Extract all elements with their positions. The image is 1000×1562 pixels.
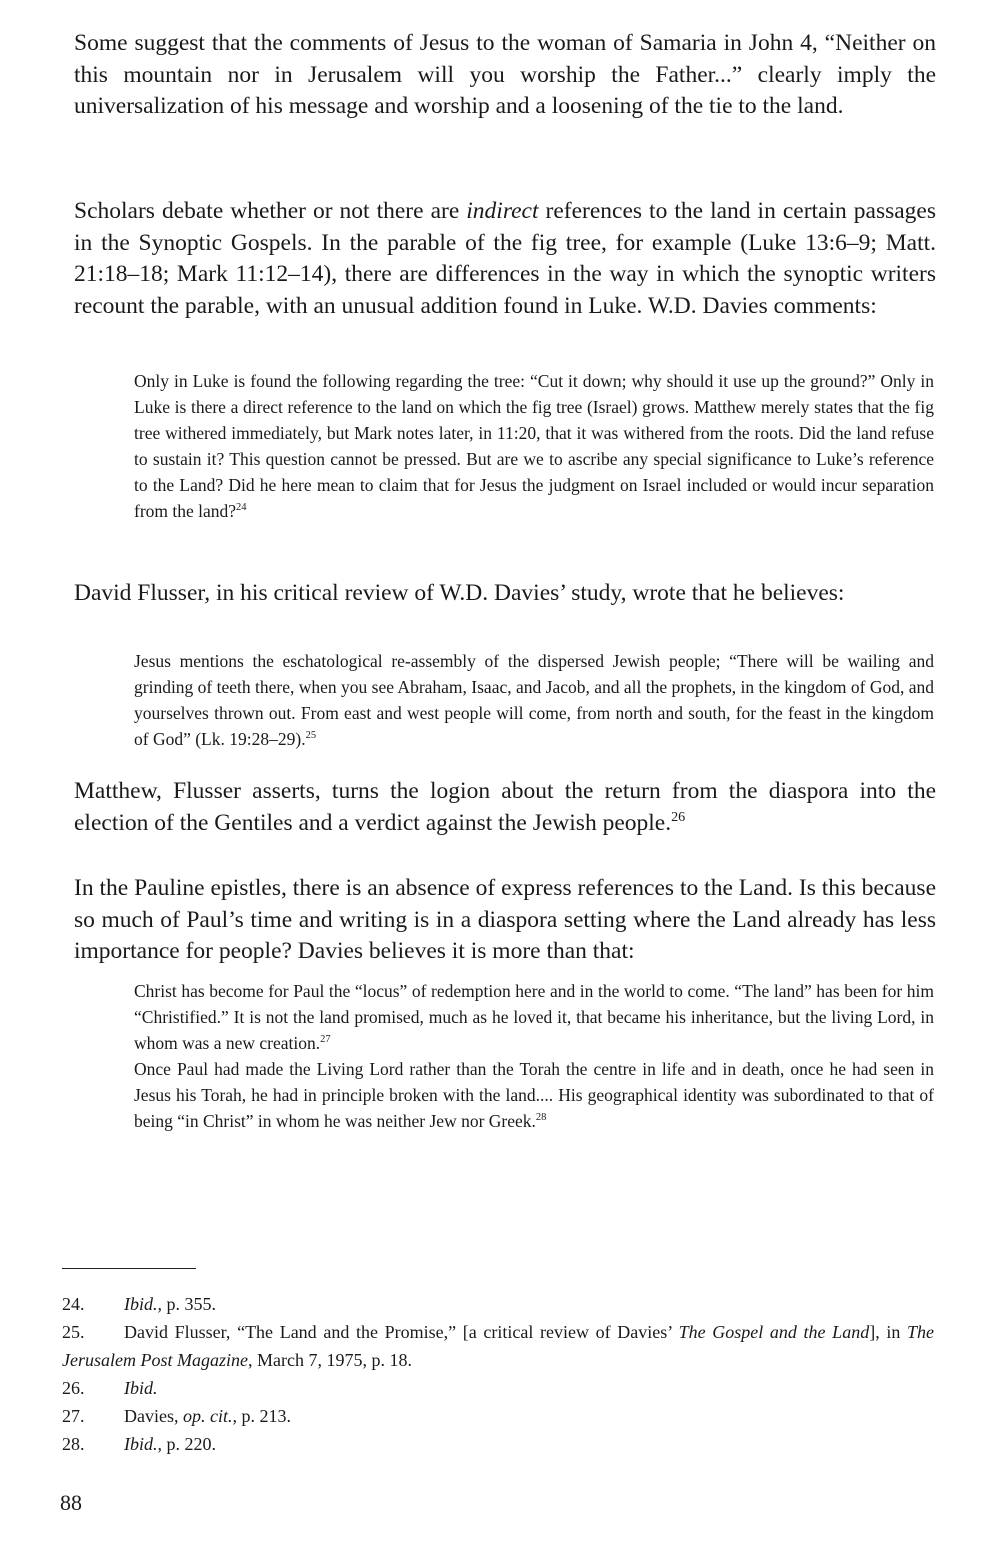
paragraph-text: Matthew, Flusser asserts, turns the logion about the return from the diaspora into the election of the Gentiles and a verdict against the Jewish people. — [74, 778, 936, 836]
footnote-number: 26. — [62, 1378, 85, 1398]
footnote-ref-25: 25 — [305, 730, 317, 742]
footnote-ref-28: 28 — [535, 1112, 547, 1124]
footnote-28 — [62, 1430, 934, 1458]
quote-text — [134, 978, 934, 1056]
quote-body: Christ has become for Paul the “locus” of redemption here and in the world to come. “The land” has been for him “Christified.” It is not the land promised, much as he loved it, that became his inheritance, but the living Lord, in whom was a new creation. — [134, 981, 934, 1053]
quote-text — [134, 1056, 934, 1134]
quote-body: Jesus mentions the eschatological re-assembly of the dispersed Jewish people; “There will be wailing and grinding of teeth there, when you see Abraham, Isaac, and Jacob, and all the prophets, in the kingdom of God, and yourselves thrown out. From east and west people will come, from north and south, for the feast in the kingdom of God” (Lk. 19:28–29). — [134, 651, 934, 749]
paragraph-text: In the Pauline epistles, there is an absence of express references to the Land. Is this because so much of Paul’s time and writing is in a diaspora setting where the Land already has less importance for people? Davies believes it is more than that: — [74, 875, 936, 964]
footnote-number: 24. — [62, 1294, 85, 1314]
quote-body: Once Paul had made the Living Lord rather than the Torah the centre in life and in death, once he had seen in Jesus his Torah, he had in principle broken with the land.... His geographical identity was subordinated to that of being “in Christ” in whom he was neither Jew nor Greek. — [134, 1059, 934, 1131]
quote-text — [134, 648, 934, 752]
footnote-ref-27: 27 — [320, 1034, 331, 1046]
quote-text — [134, 368, 934, 524]
footnote-24 — [62, 1290, 934, 1318]
footnote-text: David Flusser, “The Land and the Promise,” [a critical review of Davies’ — [124, 1322, 679, 1342]
paragraph-scholars-debate — [74, 196, 936, 322]
footnote-text: p. 213. — [236, 1406, 291, 1426]
footnote-number: 25. — [62, 1322, 85, 1342]
paragraph-text: David Flusser, in his critical review of W.D. Davies’ study, wrote that he believes: — [74, 580, 845, 606]
paragraph-text: Some suggest that the comments of Jesus to the woman of Samaria in John 4, “Neither on this mountain nor in Jerusalem will you worship the Father...” clearly imply the universalization of his message and worship and a loosening of the tie to the land. — [74, 30, 936, 119]
footnote-emphasis: Ibid., — [124, 1294, 162, 1314]
paragraph-text: references to the land in certain passages in the Synoptic Gospels. In the parable of the fig tree, for example (Luke 13:6–9; Matt. 21:18–18; Mark 11:12–14), there are differences in the way in which the synoptic writers recount the parable, with an unusual addition found in Luke. W.D. Davies comments: — [74, 198, 936, 319]
page-number: 88 — [60, 1490, 82, 1515]
blockquote-flusser — [134, 648, 934, 752]
footnote-text: Davies, — [124, 1406, 183, 1426]
blockquote-davies-fig-tree — [134, 368, 934, 524]
footnote-number: 28. — [62, 1434, 85, 1454]
footnote-number: 27. — [62, 1406, 85, 1426]
paragraph-text: Scholars debate whether or not there are — [74, 198, 467, 224]
paragraph-pauline-epistles — [74, 873, 936, 968]
footnote-emphasis: The Gospel and the Land — [678, 1322, 870, 1342]
footnote-ref-24: 24 — [236, 502, 247, 514]
footnote-ref-26: 26 — [671, 808, 686, 825]
footnote-emphasis: op. cit., — [182, 1406, 237, 1426]
footnote-26 — [62, 1374, 934, 1402]
quote-body: Only in Luke is found the following regarding the tree: “Cut it down; why should it use up the ground?” Only in Luke is there a direct reference to the land on which the fig tree (Israel) grows. Matthew merely states that the fig tree withered immediately, but Mark notes later, in 11:20, that it was withered from the roots. Did the land refuse to sustain it? This question cannot be pressed. But are we to ascribe any special significance to Luke’s reference to the Land? Did he here mean to claim that for Jesus the judgment on Israel included or would incur separation from the land? — [134, 371, 934, 521]
footnote-text: ], in — [869, 1322, 908, 1342]
emphasis-indirect: indirect — [466, 198, 539, 224]
footnote-text: p. 355. — [162, 1294, 216, 1314]
footnote-text: p. 220. — [162, 1434, 216, 1454]
footnotes — [62, 1290, 934, 1458]
footnote-27 — [62, 1402, 934, 1430]
paragraph-flusser-review — [74, 578, 936, 610]
footnote-divider — [62, 1268, 196, 1269]
footnote-25 — [62, 1318, 934, 1374]
blockquote-davies-paul — [134, 978, 934, 1134]
footnote-text: , March 7, 1975, p. 18. — [247, 1350, 412, 1370]
footnote-emphasis: The Jerusalem Post Magazine — [62, 1322, 935, 1370]
footnote-emphasis: Ibid. — [124, 1378, 158, 1398]
footnote-emphasis: Ibid., — [124, 1434, 162, 1454]
paragraph-matthew-flusser — [74, 776, 936, 839]
paragraph-samaria — [74, 28, 936, 123]
